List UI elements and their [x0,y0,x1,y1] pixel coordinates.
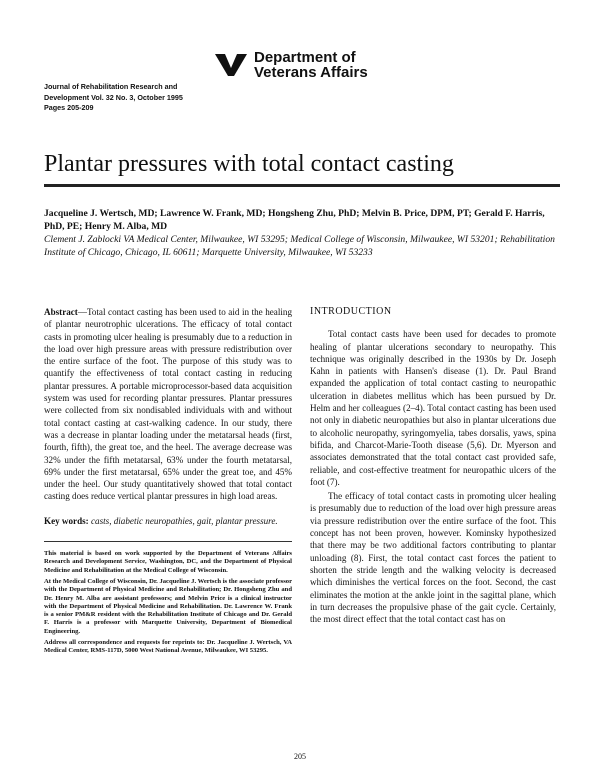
authors: Jacqueline J. Wertsch, MD; Lawrence W. Frank, MD; Hongsheng Zhu, PhD; Melvin B. Price, DPM, PT; Gerald F. Harris, PhD, PE; Henry M. Alba, MD [44,208,545,232]
abstract-label: Abstract [44,307,78,317]
affiliations: Clement J. Zablocki VA Medical Center, Milwaukee, WI 53295; Medical College of Wisconsin, Milwaukee, WI 53201; Rehabilitation Institute of Chicago, Chicago, IL 60611; Marquette University, Milwaukee, WI 53233 [44,234,555,258]
journal-info [44,82,304,114]
left-column [44,306,292,659]
org-name-line2: Veterans Affairs [254,64,368,81]
footnotes [44,550,292,656]
keywords-label: Key words: [44,515,89,526]
journal-line2: Development Vol. 32 No. 3, October 1995 [44,92,183,102]
journal-pages: Pages 205-209 [44,103,94,112]
footnote-funding: This material is based on work supported by the Department of Veterans Affairs Research and Development Service, Washington, DC, and the Department of Physical Medicine and Rehabilitation at the Medical College of Wisconsin. [44,550,292,574]
right-column [310,306,556,627]
keywords-text: casts, diabetic neuropathies, gait, plantar pressure. [91,515,278,526]
va-logo [214,50,394,86]
abstract [44,306,292,503]
page-number: 205 [294,752,306,761]
intro-paragraph-2: The efficacy of total contact casts in promoting ulcer healing is presumably due to reduction of the load over high pressure areas via pressure redistribution over the entire surface of the foot. This concept has not been proven, however. Kominsky hypothesized that there may be two additional factors contributing to plantar unloading (8). First, the total contact cast forces the patient to shorten the stride length and the walking velocity is decreased which diminishes the vertical forces on the foot. Second, the cast eliminates the motion at the ankle joint in the sagittal plane, which in turn decreases the propulsive phase of the gait cycle. Certainly, the most direct effect that the total contact cast has on [310,491,556,625]
journal-line1: Journal of Rehabilitation Research and [44,82,178,91]
paper-title: Plantar pressures with total contact casting [44,151,454,177]
footnote-divider [44,541,292,542]
org-name-line1: Department of [254,49,356,66]
va-logo-icon [214,52,248,78]
abstract-text: —Total contact casting has been used to aid in the healing of plantar neurotrophic ulcerations. The efficacy of total contact casts in promoting ulcer healing is presumably due to a reduction in the load over high pressure areas with pressure redistribution over the entire surface of the foot. The purpose of this study was to quantify the effectiveness of total contact casting in reducing plantar pressures. A portable microprocessor-based data acquisition system was used for recording plantar pressures. Plantar pressures were collected from six nondisabled individuals with and without total contact casting at cast-walking cadence. In our study, there was a decrease in plantar loading under the metatarsal heads (first, fourth, fifth), the great toe, and the heel. The average decrease was 32% under the fifth metatarsal, 63% under the fourth metatarsal, 69% under the first metatarsal, 65% under the great toe, and 45% under the heel. Our study quantitatively showed that total contact casting does reduce vertical plantar pressures in high load areas. [44,307,292,502]
title-rule [44,184,560,187]
org-name [254,50,368,80]
footnote-correspondence: Address all correspondence and requests for reprints to: Dr. Jacqueline J. Wertsch, VA Medical Center, RMS-117D, 5000 West National Avenue, Milwaukee, WI 53295. [44,639,292,655]
section-heading-introduction: INTRODUCTION [310,306,392,317]
keywords [44,515,292,527]
intro-paragraph-1: Total contact casts have been used for decades to promote healing of plantar ulcerations secondary to neuropathy. This technique was originally described in the 1930s by Dr. Joseph Kahn in patients with Hansen's disease (1). Dr. Paul Brand expanded the application of total contact casting to neuropathic ulceration in diabetes mellitus which has been pursued by Dr. Helm and her colleagues (2–4). Total contact casting has been used not only in diabetic neuropathies but also in plantar ulcerations due to alcoholic neuropathy, syringomyelia, tabes dorsalis, yaws, spina bifida, and Charcot-Marie-Tooth disease (5,6). Dr. Myerson and associates demonstrated that the total contact cast provided safe, reliable, and cost-effective treatment for neuropathic ulcers of the foot (7). [310,329,556,487]
footnote-authors: At the Medical College of Wisconsin, Dr. Jacqueline J. Wertsch is the associate professor with the Department of Physical Medicine and Rehabilitation; Dr. Hongsheng Zhu and Dr. Henry M. Alba are assistant professors; and Melvin Price is a clinical instructor with the Department of Physical Medicine and Rehabilitation. Dr. Lawrence W. Frank is a senior PM&R resident with the Rehabilitation Institute of Chicago and Dr. Gerald F. Harris is a professor with Marquette University, Department of Biomedical Engineering. [44,577,292,635]
